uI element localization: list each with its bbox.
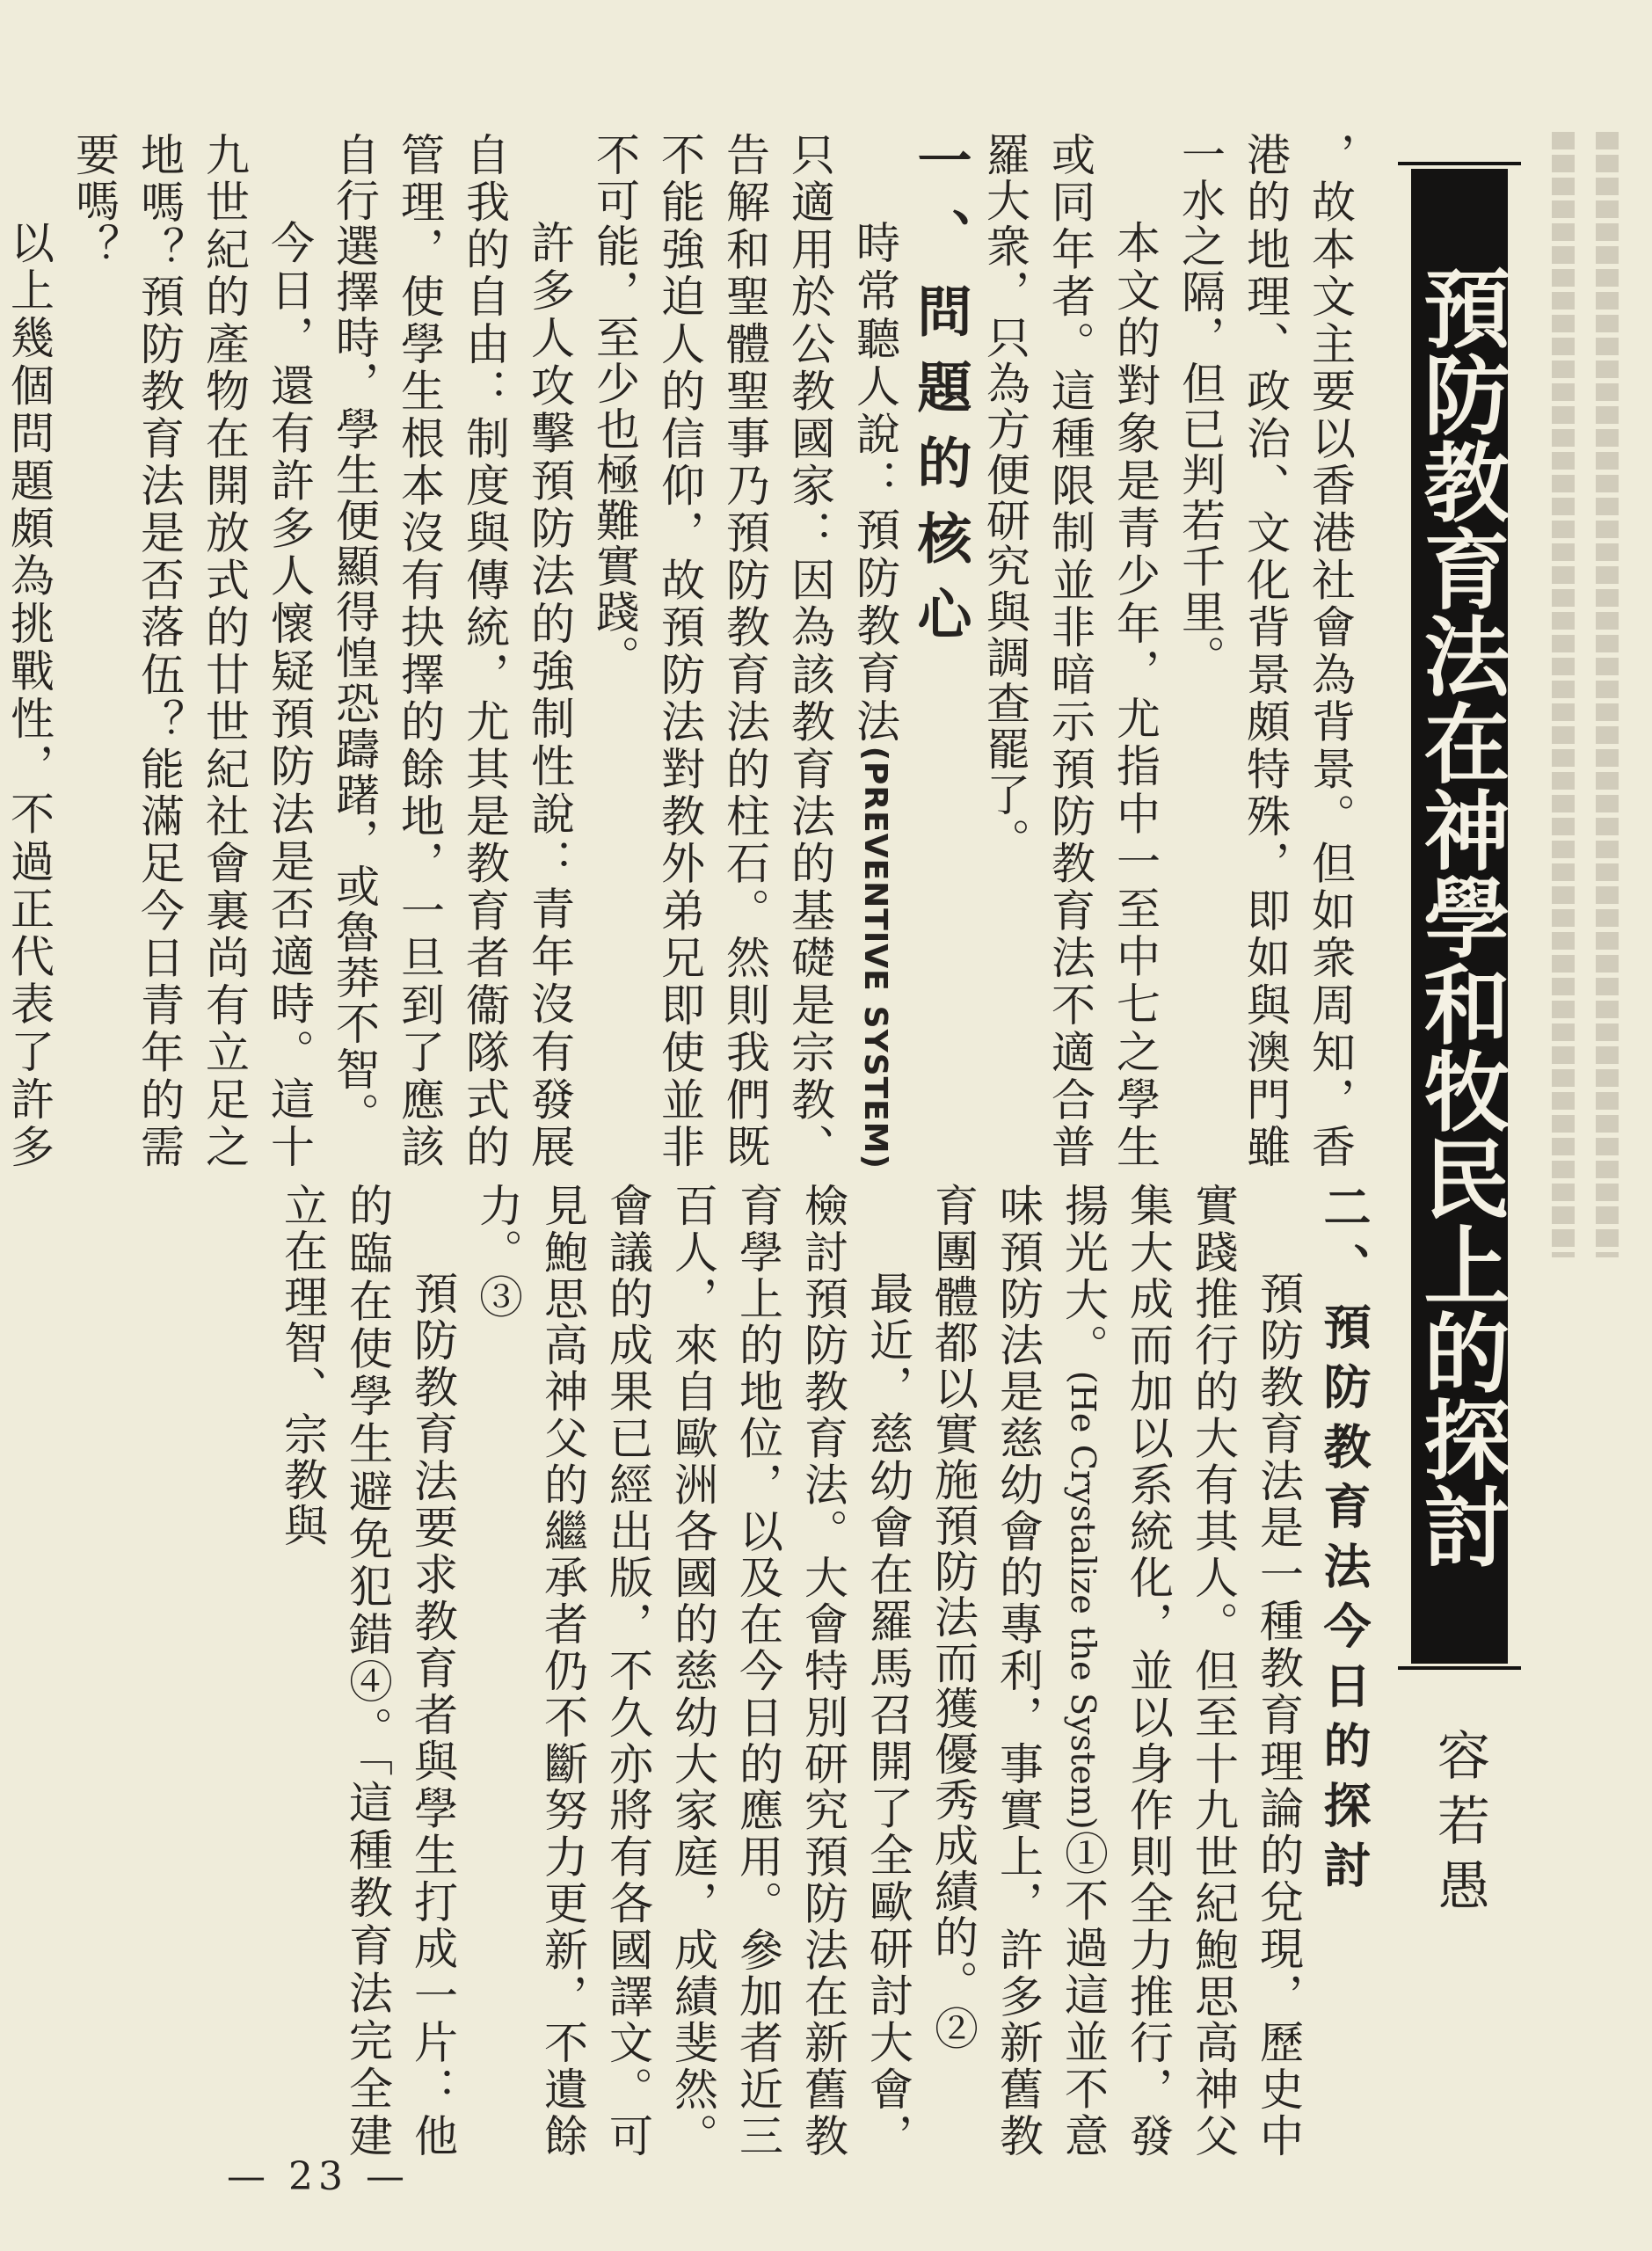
paragraph: 今日，還有許多人懷疑預防法是否適時。這十九世紀的產物在開放式的廿世紀社會裏尚有立足之地嗎？預防教育法是否落伍？能滿足今日青年的需要嗎？ bbox=[69, 132, 315, 1169]
bottom-text-column bbox=[207, 1183, 1376, 2159]
paragraph: 以上幾個問題頗為挑戰性，不過正代表了許多 bbox=[4, 220, 55, 1169]
paragraph: 預防教育法要求教育者與學生打成一片：他的臨在使學生避免犯錯④。「這種教育法完全建立在理智、宗教與 bbox=[277, 1183, 458, 2159]
paragraph-text: 預防教育法是一種教育理論的兌現，歷史中實踐推行的大有其人。但至十九世紀鮑思高神父集大成而加以系統化，並以身作則全力推行，發揚光大。 bbox=[1058, 1183, 1304, 2159]
article-title: 預防教育法在神學和牧民上的探討 bbox=[1411, 169, 1508, 1664]
paragraph-text: ①不過這並不意味預防法是慈幼會的專利，事實上，許多新舊教育團體都以實施預防法而獲優秀成績的。② bbox=[928, 1183, 1109, 2160]
article-author: 容若愚 bbox=[1429, 1728, 1490, 1923]
paragraph-text: 只適用於公教國家：因為該教育法的基礎是宗教、告解和聖體聖事乃預防教育法的柱石。然則我們既不能強迫人的信仰，故預防法對教外弟兄即使並非不可能，至少也極難實踐。 bbox=[589, 132, 835, 1169]
paragraph: 本文的對象是青少年，尤指中一至中七之學生或同年者。這種限制並非暗示預防教育法不適合普羅大衆，只為方便研究與調查罷了。 bbox=[979, 132, 1161, 1169]
paragraph: ，故本文主要以香港社會為背景。但如衆周知，香港的地理、政治、文化背景頗特殊，即如與澳門雖一水之隔，但已判若千里。 bbox=[1175, 132, 1356, 1169]
show-through-line bbox=[1596, 132, 1619, 1257]
paragraph bbox=[921, 1183, 1311, 2159]
show-through-line bbox=[1552, 132, 1575, 1257]
title-rule bbox=[1398, 162, 1521, 165]
section-heading: 一、問題的核心 bbox=[908, 132, 972, 661]
title-rule bbox=[1398, 1666, 1521, 1670]
paragraph: 最近，慈幼會在羅馬召開了全歐研討大會，檢討預防教育法。大會特別研究預防法在新舊教育學上的地位，以及在今日的應用。參加者近三百人，來自歐洲各國的慈幼大家庭，成績斐然。會議的成果已經出版，不久亦將有各國譯文。可見鮑思高神父的繼承者仍不斷努力更新，不遺餘力。③ bbox=[472, 1183, 913, 2159]
section-heading: 二、預防教育法今日的探討 bbox=[1316, 1183, 1372, 1900]
english-term: (PREVENTIVE SYSTEM) bbox=[857, 746, 893, 1169]
paragraph-text: 時常聽人說：預防教育法 bbox=[849, 220, 900, 747]
top-text-column bbox=[4, 132, 1363, 1169]
english-term: (He Crystalize the System) bbox=[1064, 1370, 1103, 1830]
paragraph bbox=[582, 132, 907, 1169]
page-number: — 23 — bbox=[227, 2154, 410, 2199]
paragraph: 許多人攻擊預防法的強制性說：青年沒有發展自我的自由：制度與傳統，尤其是教育者衞隊式的管理，使學生根本沒有抉擇的餘地，一旦到了應該自行選擇時，學生便顯得惶恐躊躇，或魯莽不智。 bbox=[329, 132, 575, 1169]
